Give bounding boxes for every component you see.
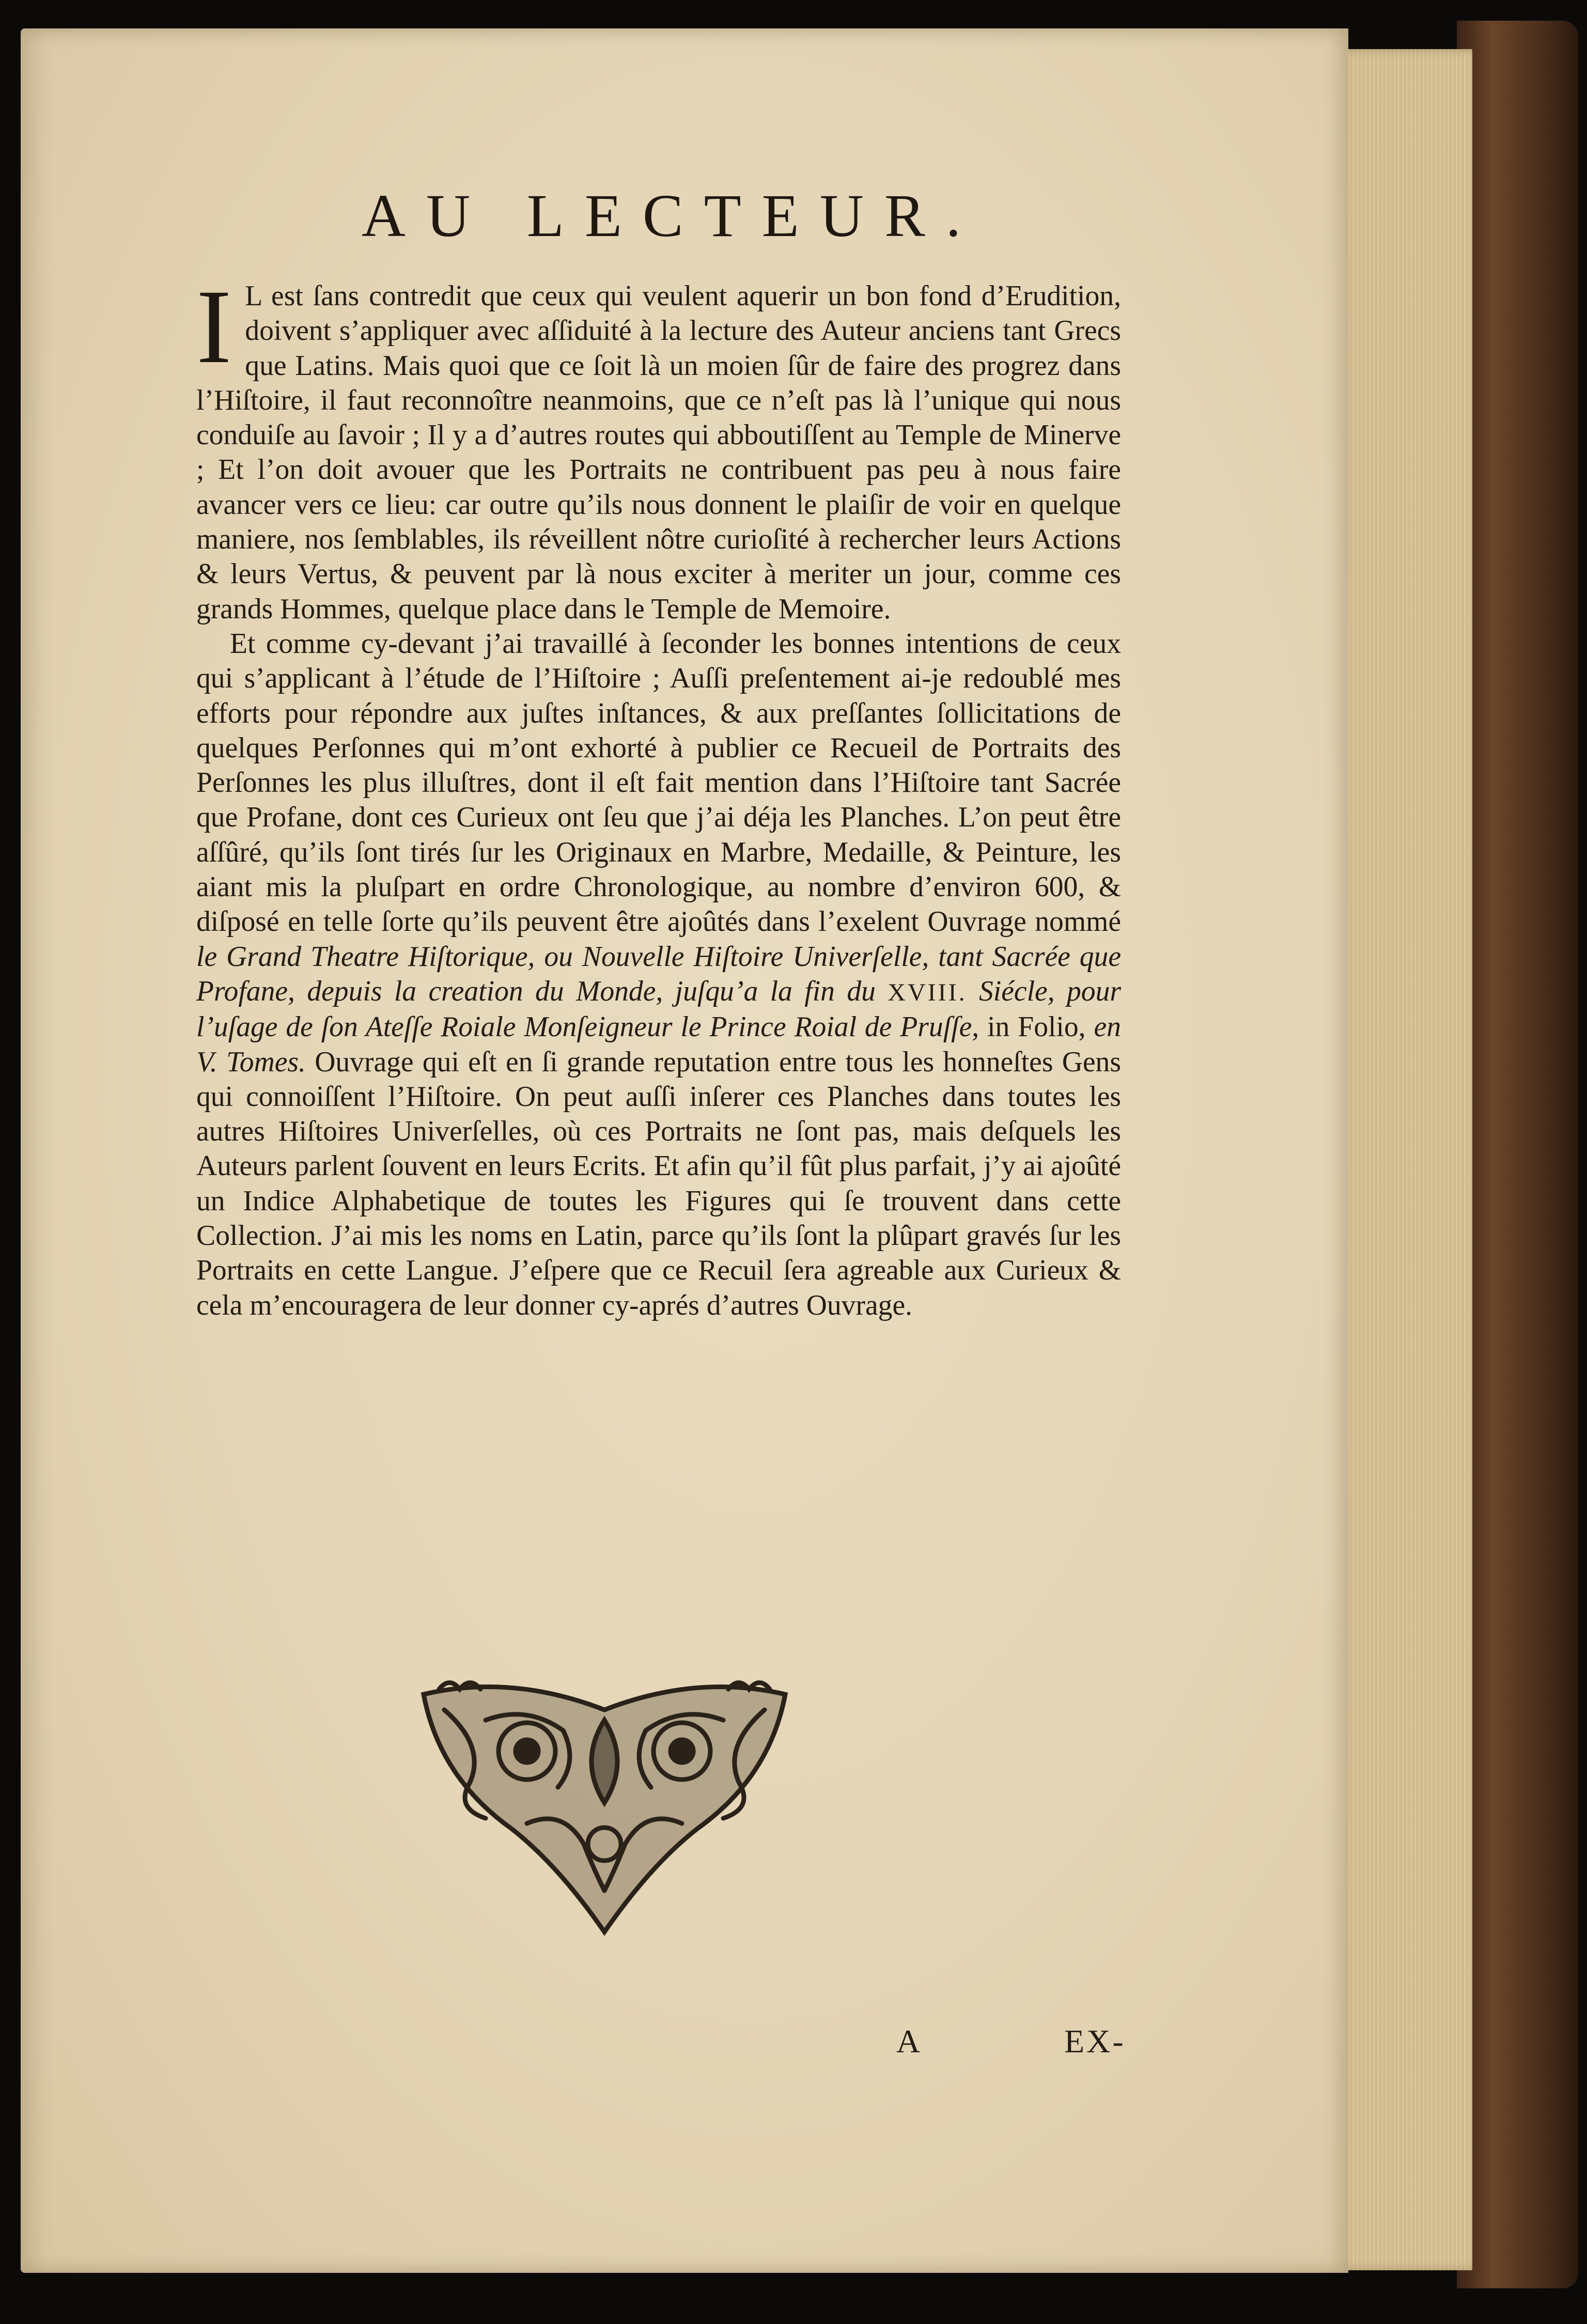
catchword: EX-: [1064, 2023, 1126, 2060]
paragraph-1: [196, 268, 1121, 627]
book-cover: [1457, 21, 1578, 2288]
book-title-part-1: le Grand Theatre Hiſtorique, ou Nouvelle Hiſtoire Univerſelle, tant Sacrée que Profane, depuis la creation du Monde, juſqu’a la fin du: [196, 940, 1121, 1007]
page-heading: AU LECTEUR.: [361, 182, 982, 249]
paragraph-2: [196, 627, 1121, 1323]
century-numeral: XVIII.: [888, 978, 967, 1006]
tailpiece-ornament: [408, 1674, 801, 1942]
signature-mark: A: [896, 2023, 921, 2060]
book-format: , in Folio,: [972, 1011, 1086, 1043]
book-volumes: en V. Tomes.: [196, 1011, 1121, 1078]
drop-cap: I: [196, 268, 232, 385]
paragraph-2-end: Ouvrage qui eſt en ſi grande reputation entre tous les honneſtes Gens qui connoiſſent l’Hiſtoire. On peut auſſi inſerer ces Planches dans toutes les autres Hiſtoires Univerſelles, où ces Portraits ne ſont pas, mais deſquels les Auteurs parlent ſouvent en leurs Ecrits. Et afin qu’il fût plus parfait, j’y ai ajoûté un Indice Alphabetique de toutes les Figures qui ſe trouvent dans cette Collection. J’ai mis les noms en Latin, parce qu’ils ſont la plûpart gravés ſur les Portraits en cette Langue. J’eſpere que ce Recuil ſera agreable aux Curieux & cela m’encouragera de leur donner cy-aprés d’autres Ouvrage.: [196, 1046, 1121, 1321]
paragraph-2-start: Et comme cy-devant j’ai travaillé à ſeconder les bonnes intentions de ceux qui s’applicant à l’étude de l’Hiſtoire ; Auſſi preſentement ai-je redoublé mes efforts pour répondre aux juſtes inſtances, & aux preſſantes ſollicitations de quelques Perſonnes qui m’ont exhorté à publier ce Recueil de Portraits des Perſonnes les plus illuſtres, dont il eſt fait mention dans l’Hiſtoire tant Sacrée que Profane, dont ces Curieux ont ſeu que j’ai déja les Planches. L’on peut être aſſûré, qu’ils ſont tirés ſur les Originaux en Marbre, Medaille, & Peinture, les aiant mis la pluſpart en ordre Chronologique, au nombre d’environ 600, & diſposé en telle ſorte qu’ils peuvent être ajoûtés dans l’exelent Ouvrage nommé: [196, 627, 1121, 938]
preface-text: [196, 268, 1121, 1323]
book-title-part-2: Siécle, pour l’uſage de ſon Ateſſe Roiale Monſeigneur le Prince Roial de Pruſſe: [196, 975, 1121, 1043]
page-fore-edge: [1338, 49, 1472, 2270]
paragraph-1-text: L est ſans contredit que ceux qui veulent aquerir un bon fond d’Erudition, doivent s’appliquer avec aſſiduité à la lecture des Auteur anciens tant Grecs que Latins. Mais quoi que ce ſoit là un moien ſûr de faire des progrez dans l’Hiſtoire, il faut reconnoître neanmoins, que ce n’eſt pas là l’unique qui nous conduiſe au ſavoir ; Il y a d’autres routes qui abboutiſſent au Temple de Minerve ; Et l’on doit avouer que les Portraits ne contribuent pas peu à nous faire avancer vers ce lieu: car outre qu’ils nous donnent le plaiſir de voir en quelque maniere, nos ſemblables, ils réveillent nôtre curioſité à rechercher leurs Actions & leurs Vertus, & peuvent par là nous exciter à meriter un jour, comme ces grands Hommes, quelque place dans le Temple de Memoire.: [196, 280, 1121, 625]
